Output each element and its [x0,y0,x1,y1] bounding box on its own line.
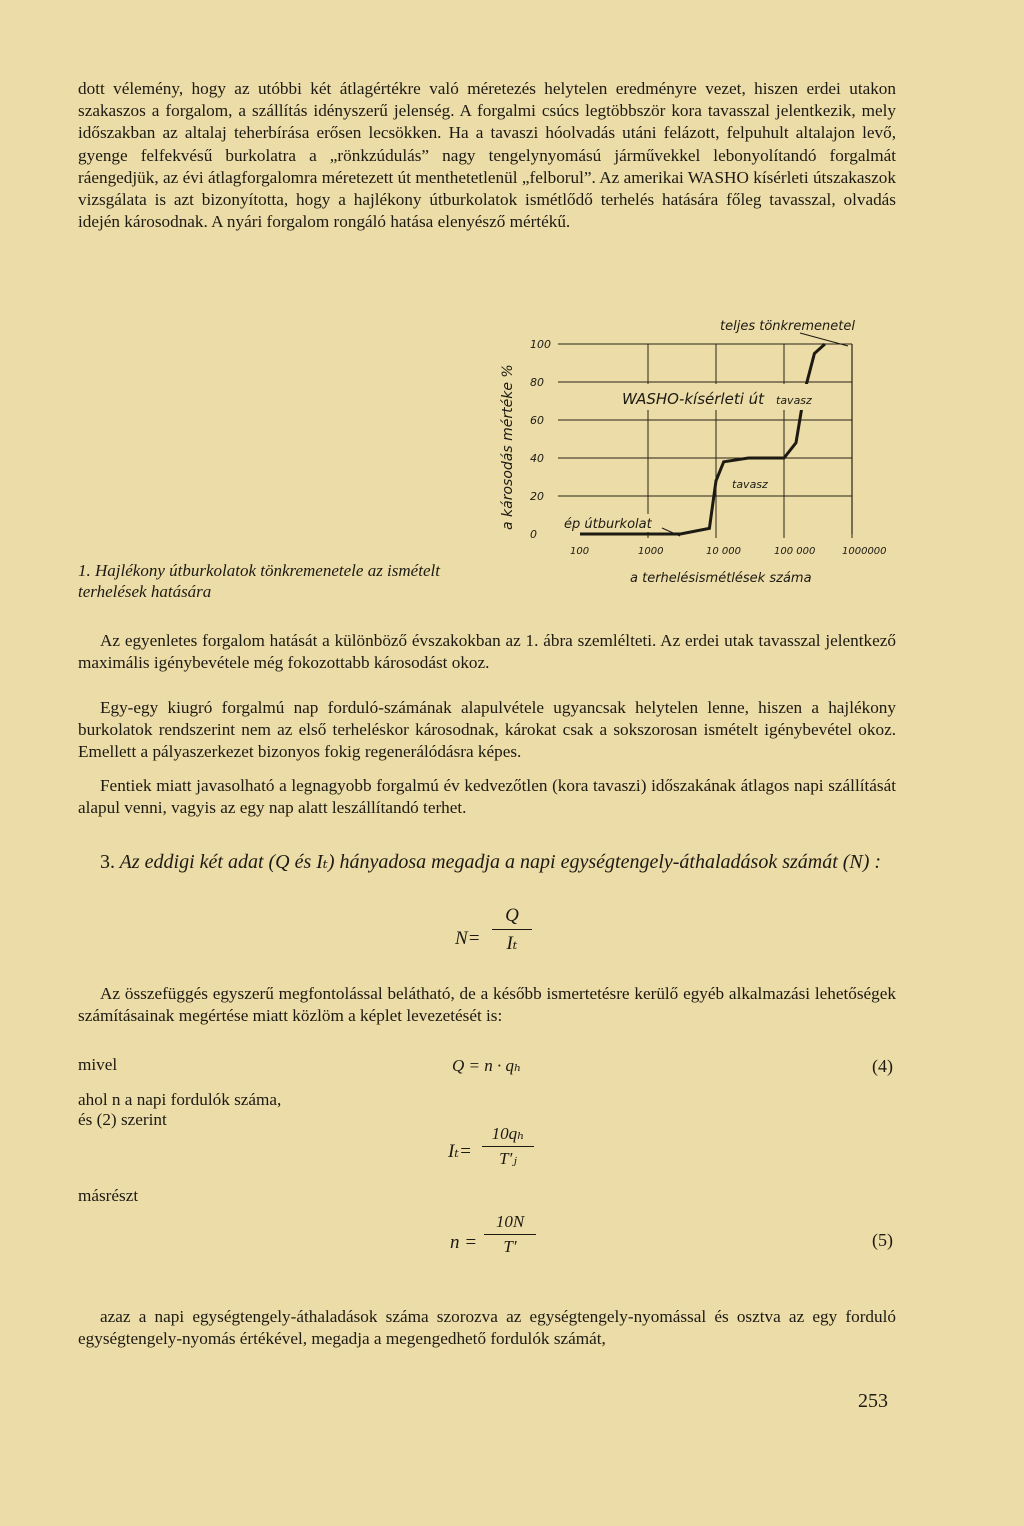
annotation-complete-failure: teljes tönkremenetel [720,319,855,334]
formula-5-lhs: n = [450,1232,478,1253]
y-tick-label: 0 [530,528,537,541]
section-number: 3. [100,851,115,873]
formula-n-fraction [492,905,532,955]
y-axis-label: a károsodás mértéke % [500,364,516,530]
formula-it-fraction [482,1124,534,1169]
annotation-spring-upper: tavasz [776,394,812,407]
paragraph-2: Az egyenletes forgalom hatását a különböző évszakokban az 1. ábra szemlélteti. Az erdei utak tavasszal jelentkező maximális igénybevétele még fokozottabb károsodást okoz. [78,631,896,673]
equation-number-4: (4) [872,1056,893,1076]
figure-caption: 1. Hajlékony útburkolatok tönkremenetele az ismételt terhelések hatására [78,561,440,601]
annotation-washo-test-road: WASHO-kísérleti út [622,390,765,408]
x-tick-label: 100 000 [774,546,816,557]
formula-it-lhs: Iₜ= [448,1141,472,1162]
paragraph-5: Az összefüggés egyszerű megfontolással belátható, de a később ismertetésre kerülő egyéb alkalmazási lehetőségek számításainak megértése miatt közlöm a képlet levezetését is: [78,984,896,1026]
x-tick-label: 1000 [638,546,664,557]
label-mivel: mivel [78,1055,118,1074]
washo-damage-curve [580,344,825,534]
x-tick-label: 1000000 [842,546,887,557]
formula-n-numerator: Q [492,905,532,930]
page-number: 253 [858,1390,888,1412]
annotation-intact-pavement: ép útburkolat [564,517,652,532]
annotation-spring-lower: tavasz [732,478,768,491]
equation-number-5: (5) [872,1230,893,1250]
x-axis-label: a terhelésismétlések száma [630,571,812,586]
formula-n-denominator: Iₜ [506,933,518,954]
section-3-heading [100,848,900,876]
formula-it-denominator: T′ⱼ [499,1149,517,1168]
y-tick-label: 60 [530,414,544,427]
formula-n-lhs: N= [455,928,481,949]
formula-5-fraction [484,1212,536,1257]
formula-5-denominator: T′ [503,1237,517,1256]
paragraph-4: Fentiek miatt javasolható a legnagyobb forgalmú év kedvezőtlen (kora tavaszi) időszakának átlagos napi szállítását alapul venni, vagyis az egy nap alatt leszállítandó terhet. [78,776,896,818]
paragraph-3: Egy-egy kiugró forgalmú nap forduló-számának alapulvétele ugyancsak helytelen lenne, hiszen a hajlékony burkolatok rendszerint nem az első terheléskor károsodnak, károkat csak a sokszorosan ismételt igénybevétel okoz. Emellett a pályaszerkezet bizonyos fokig regenerálódásra képes. [78,698,896,762]
paragraph-6: azaz a napi egységtengely-áthaladások száma szorozva az egységtengely-nyomással és osztva az egy forduló egységtengely-nyomás értékével, megadja a megengedhető fordulók számát, [78,1307,896,1349]
y-tick-label: 80 [530,376,544,389]
formula-4: Q = n · qₕ [452,1056,522,1075]
y-tick-label: 20 [530,490,544,503]
label-masreszt: másrészt [78,1186,139,1205]
x-tick-label: 100 [570,546,590,557]
label-es-2: és (2) szerint [78,1110,167,1129]
y-tick-label: 40 [530,452,544,465]
intro-paragraph: dott vélemény, hogy az utóbbi két átlagértékre való méretezés helytelen eredményre vezet, hiszen erdei utakon szakaszos a forgalom, a szállítás idényszerű jelenség. A forgalmi csúcs legtöbbször kora tavasszal jelentkezik, mely időszakban az altalaj teherbírása erősen lecsökken. Ha a tavaszi hóolvadás utáni felázott, felpuhult altalajon levő, gyenge felfekvésű burkolatra a „rönkzúdulás” nagy tengelynyomású járművekkel lebonyolítandó forgalmát ráengedjük, az évi átlagforgalomra méretezett út menthetetlenül „felborul”. Az amerikai WASHO kísérleti útszakaszok vizsgálata is azt bizonyította, hogy a hajlékony útburkolatok ismétlődő terhelés hatására főleg tavasszal, olvadás idején károsodnak. A nyári forgalom rongáló hatása elenyésző mértékű. [78,79,896,232]
y-tick-label: 100 [530,338,551,351]
label-ahol: ahol n a napi fordulók száma, [78,1090,282,1109]
formula-5-numerator: 10N [484,1212,536,1235]
section-text: Az eddigi két adat (Q és Iₜ) hányadosa megadja a napi egységtengely-áthaladások számát (N) : [119,851,882,873]
x-tick-label: 10 000 [706,546,741,557]
figure-1 [470,300,910,595]
washo-damage-chart [470,300,910,595]
formula-it-numerator: 10qₕ [482,1124,534,1147]
